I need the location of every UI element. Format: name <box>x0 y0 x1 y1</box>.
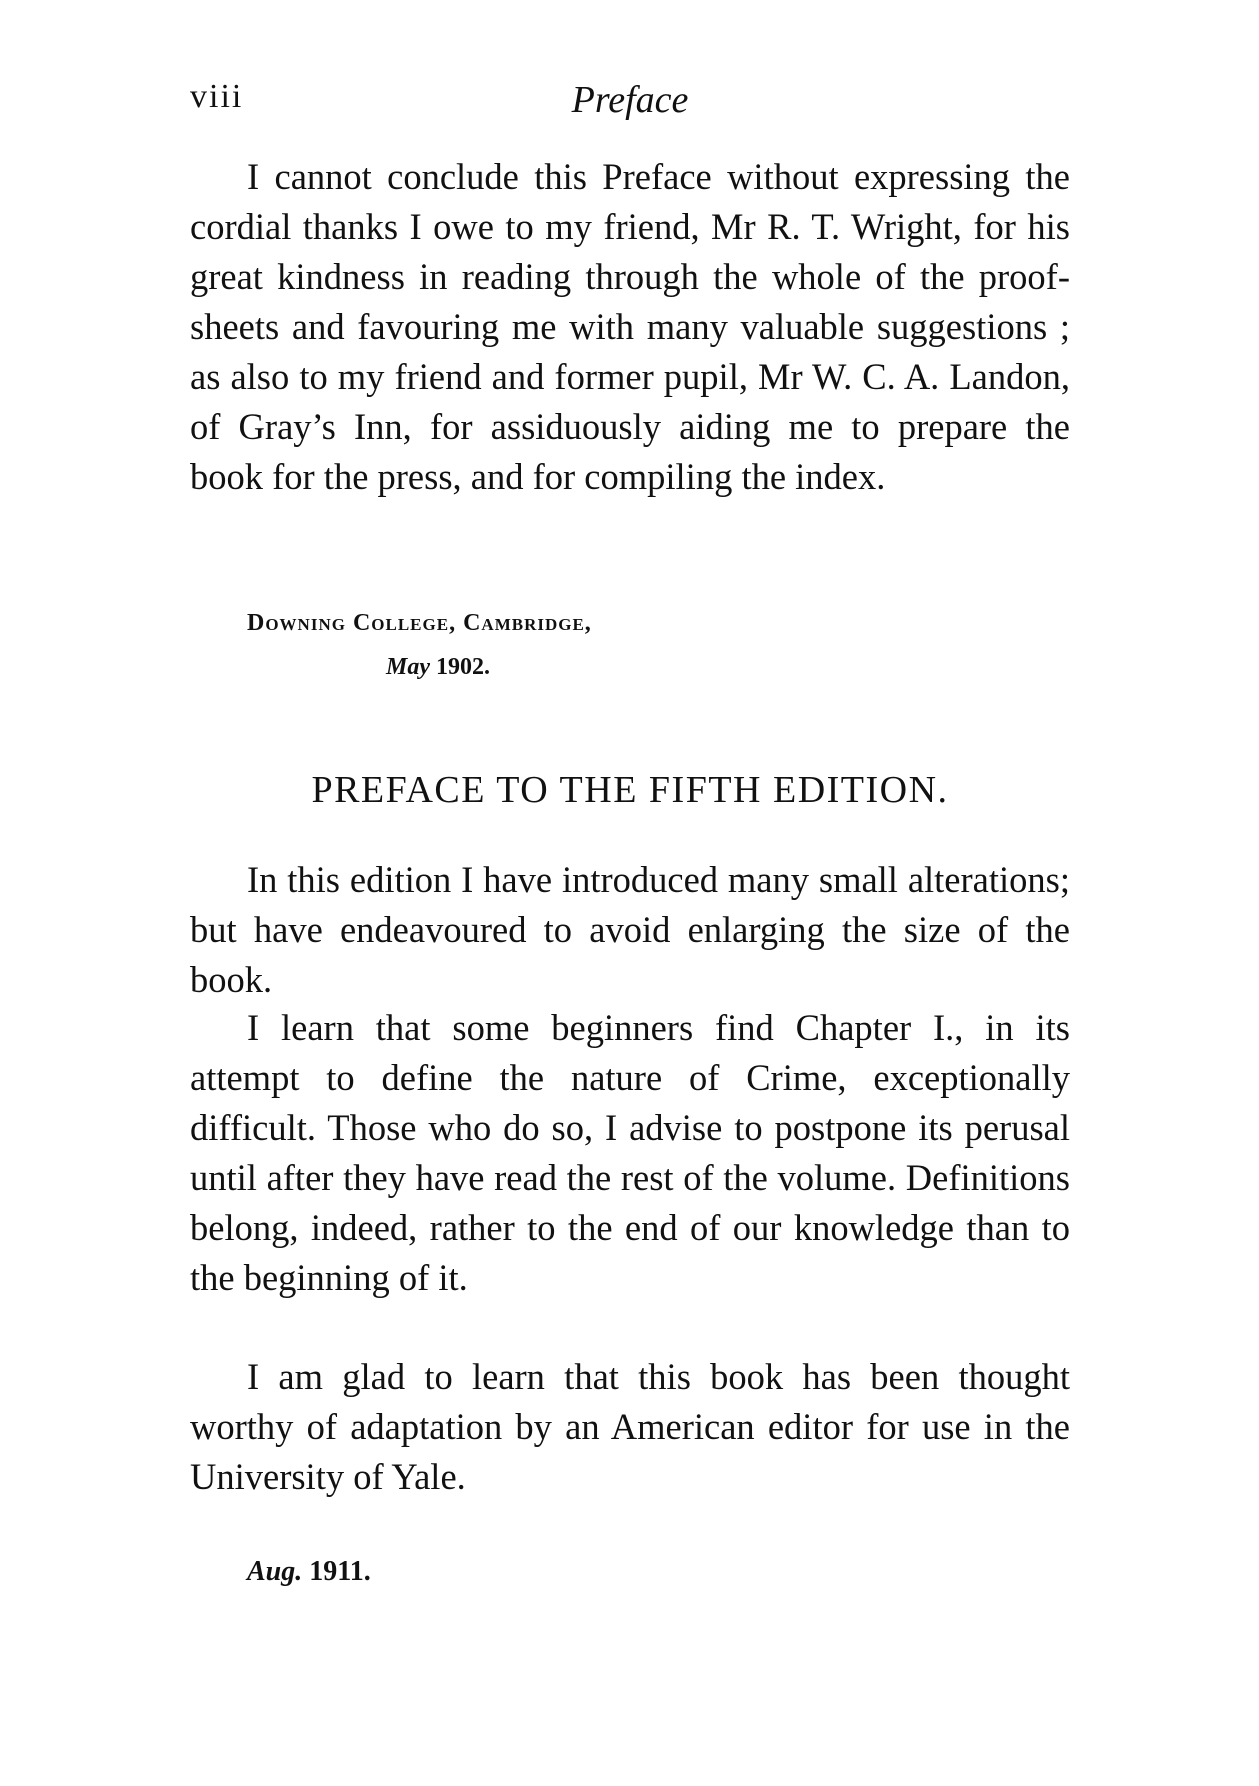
signature-date <box>386 654 490 681</box>
fifth-edition-paragraph: I learn that some beginners find Chapter I., in its attempt to define the nature of Crime, exceptionally difficult. Those who do so, I advise to postpone its perusal until after they have read the rest of the volume. Definitions belong, indeed, rather to the end of our knowledge than to the beginning of it. <box>190 1007 1070 1298</box>
fifth-edition-date <box>247 1556 371 1588</box>
preface-closing-paragraph: I cannot conclude this Preface without expressing the cordial thanks I owe to my friend, Mr R. T. Wright, for his great kindness in reading through the whole of the proof-sheets and favouring me with many valuable suggestions ; as also to my friend and former pupil, Mr W. C. A. Landon, of Gray’s Inn, for assiduously aiding me to prepare the book for the press, and for compiling the index. <box>190 156 1070 497</box>
date-year: 1911. <box>309 1556 371 1587</box>
fifth-edition-heading: PREFACE TO THE FIFTH EDITION. <box>311 769 949 811</box>
signature-place: Downing College, Cambridge, <box>247 610 592 636</box>
running-title: Preface <box>571 79 689 121</box>
running-head <box>190 78 1070 128</box>
signature-month: May <box>386 654 430 680</box>
date-month: Aug. <box>247 1556 303 1587</box>
fifth-edition-paragraph: I am glad to learn that this book has been thought worthy of adaptation by an American editor for use in the University of Yale. <box>190 1356 1070 1497</box>
fifth-edition-paragraph: In this edition I have introduced many small alterations; but have endeavoured to avoid enlarging the size of the book. <box>190 859 1070 1000</box>
page-number: viii <box>190 78 244 115</box>
signature-year: 1902. <box>436 654 490 680</box>
